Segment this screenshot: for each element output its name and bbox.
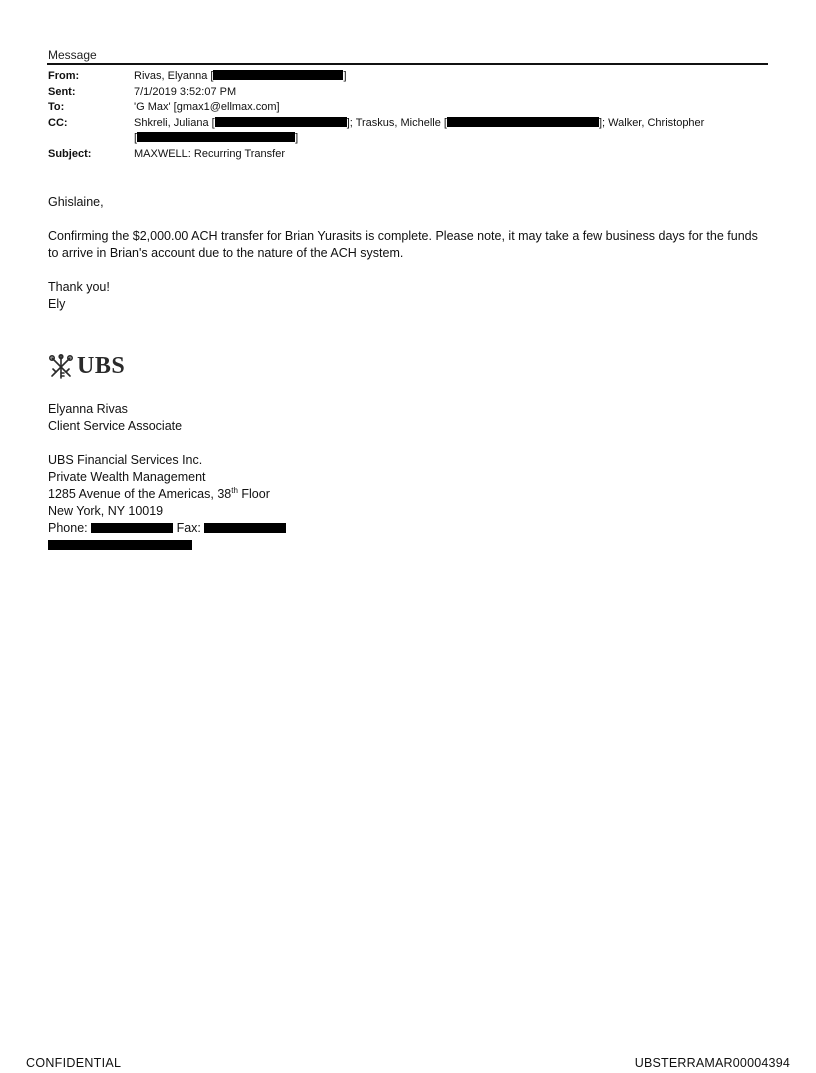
- cc-label: CC:: [48, 116, 68, 129]
- signature-division: Private Wealth Management: [48, 470, 206, 484]
- redaction-block: [215, 117, 347, 127]
- sent-label: Sent:: [48, 85, 76, 98]
- subject-value: MAXWELL: Recurring Transfer: [134, 147, 285, 160]
- signature-company: UBS Financial Services Inc.: [48, 453, 203, 467]
- signature-block: [48, 401, 286, 554]
- from-name: Rivas, Elyanna [: [134, 70, 214, 82]
- cc-open-bracket: [: [134, 132, 138, 144]
- footer-bates-number: UBSTERRAMAR00004394: [634, 1056, 790, 1070]
- email-body: [48, 194, 768, 330]
- from-value: [134, 69, 768, 85]
- signature-city: New York, NY 10019: [48, 504, 164, 518]
- header-divider: [47, 63, 768, 65]
- subject-label: Subject:: [48, 147, 92, 160]
- email-headers: [48, 69, 768, 162]
- sign-off: Ely: [48, 297, 66, 311]
- message-label: Message: [48, 48, 97, 62]
- cc-michelle: ]; Traskus, Michelle [: [346, 116, 447, 129]
- signature-title: Client Service Associate: [48, 419, 183, 433]
- redaction-block: [91, 523, 173, 533]
- redaction-block: [48, 540, 192, 550]
- ubs-logo-text: UBS: [77, 353, 126, 379]
- cc-christopher: ]; Walker, Christopher: [598, 116, 705, 129]
- greeting: Ghislaine,: [48, 195, 104, 209]
- ubs-logo: [48, 353, 125, 380]
- subject-row: [48, 147, 768, 163]
- from-label: From:: [48, 70, 80, 82]
- fax-label: Fax:: [176, 521, 201, 535]
- cc-close-bracket: ]: [295, 132, 299, 144]
- from-row: [48, 69, 768, 85]
- closing: Thank you!: [48, 280, 110, 294]
- cc-value: [134, 116, 768, 147]
- redaction-block: [447, 117, 599, 127]
- from-close: ]: [343, 70, 347, 82]
- signature-address: 1285 Avenue of the Americas, 38th Floor: [48, 485, 270, 501]
- to-value: 'G Max' [gmax1@ellmax.com]: [134, 101, 280, 113]
- to-row: [48, 100, 768, 116]
- footer-confidential: CONFIDENTIAL: [26, 1056, 122, 1070]
- redaction-block: [137, 132, 295, 142]
- signature-email: [48, 537, 286, 554]
- cc-juliana: Shkreli, Juliana [: [134, 116, 215, 129]
- signature-name: Elyanna Rivas: [48, 402, 128, 416]
- body-paragraph: Confirming the $2,000.00 ACH transfer for Brian Yurasits is complete. Please note, it may take a few business days for the funds to arrive in Brian's account due to the nature of the ACH system.: [48, 229, 758, 260]
- redaction-block: [213, 70, 343, 80]
- phone-label: Phone:: [48, 521, 88, 535]
- ubs-keys-icon: [48, 354, 74, 380]
- cc-row: [48, 116, 768, 147]
- signature-phone-fax: [48, 520, 286, 537]
- closing-block: [48, 279, 768, 313]
- to-label: To:: [48, 101, 65, 113]
- sent-row: [48, 85, 768, 101]
- sent-value: 7/1/2019 3:52:07 PM: [134, 85, 237, 98]
- redaction-block: [204, 523, 286, 533]
